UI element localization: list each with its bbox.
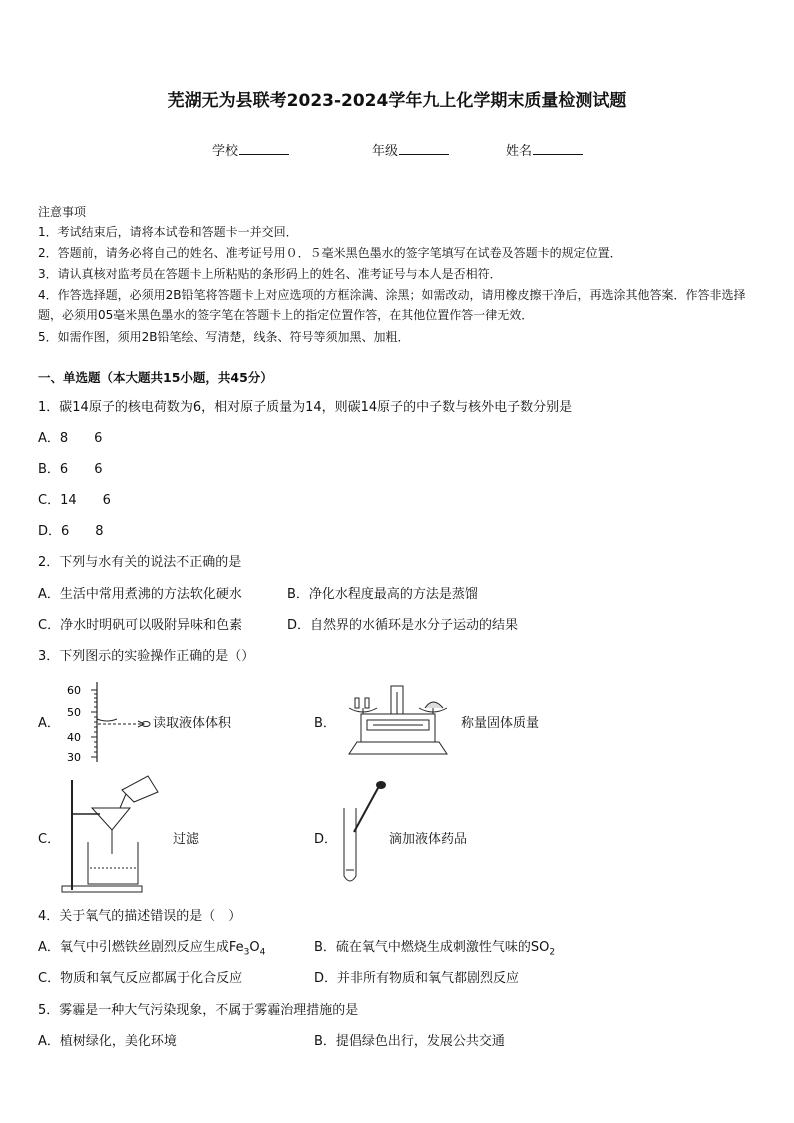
question-4-stem: 4．关于氧气的描述错误的是（ ）: [38, 909, 242, 924]
notice-item: 3．请认真核对监考员在答题卡上所粘贴的条形码上的姓名、准考证号与本人是否相符．: [38, 267, 502, 281]
balance-scale-figure: [343, 684, 453, 760]
q3-label-a: 读取液体体积: [153, 716, 232, 731]
grade-field: [372, 140, 449, 159]
q3-option-d-letter[interactable]: D．: [314, 832, 338, 847]
question-5-stem: 5．雾霾是一种大气污染现象，不属于雾霾治理措施的是: [38, 1003, 359, 1018]
tick-label: 30: [67, 751, 81, 764]
notice-item: 4．作答选择题，必须用2B铅笔将答题卡上对应选项的方框涂满、涂黑；如需改动，请用橡皮擦干净后，再选涂其他答案．作答非选择题，必须用05毫米黑色墨水的签字笔在答题卡上的指定位置作答，在其他位置作答一律无效．: [38, 288, 746, 322]
grade-blank[interactable]: [399, 142, 449, 155]
q2-option-a[interactable]: A．生活中常用煮沸的方法软化硬水: [38, 587, 242, 602]
q1-option-b[interactable]: B．6 6: [38, 462, 103, 477]
q2-option-b[interactable]: B．净化水程度最高的方法是蒸馏: [287, 587, 478, 602]
tick-label: 40: [67, 731, 81, 744]
filtration-figure: [60, 772, 160, 894]
question-1-stem: 1．碳14原子的核电荷数为6，相对原子质量为14，则碳14原子的中子数与核外电子数分别是: [38, 400, 573, 415]
tick-label: 50: [67, 706, 81, 719]
q1-option-d[interactable]: D．6 8: [38, 524, 104, 539]
q3-option-b-letter[interactable]: B．: [314, 716, 336, 731]
q3-option-c-letter[interactable]: C．: [38, 832, 61, 847]
name-label: 姓名: [506, 144, 533, 159]
q1-option-c[interactable]: C．14 6: [38, 493, 111, 508]
name-field: [506, 140, 583, 159]
subscript: 2: [549, 947, 556, 958]
q2-option-d[interactable]: D．自然界的水循环是水分子运动的结果: [287, 618, 519, 633]
notice-item: 2．答题前，请务必将自己的姓名、准考证号用０．５毫米黑色墨水的签字笔填写在试卷及答题卡的规定位置．: [38, 246, 622, 260]
dropper-tube-figure: [336, 780, 396, 890]
q4-option-c[interactable]: C．物质和氧气反应都属于化合反应: [38, 971, 243, 986]
q4-option-b[interactable]: [314, 936, 555, 958]
grade-label: 年级: [372, 144, 399, 159]
section-heading: 一、单选题（本大题共15小题，共45分）: [38, 370, 273, 385]
q4-option-a-text: A．氧气中引燃铁丝剧烈反应生成Fe: [38, 940, 244, 955]
q4-option-a[interactable]: [38, 936, 265, 958]
q1-option-a[interactable]: A．8 6: [38, 431, 103, 446]
q4-option-a-oxygen: O: [249, 940, 260, 955]
q5-option-a[interactable]: A．植树绿化，美化环境: [38, 1034, 177, 1049]
name-blank[interactable]: [533, 142, 583, 155]
q5-option-b[interactable]: B．提倡绿色出行，发展公共交通: [314, 1034, 505, 1049]
q3-option-a-letter[interactable]: A．: [38, 716, 60, 731]
school-blank[interactable]: [239, 142, 289, 155]
q3-label-d: 滴加液体药品: [389, 832, 468, 847]
page-title: 芜湖无为县联考2023-2024学年九上化学期末质量检测试题: [167, 91, 627, 111]
q2-option-c[interactable]: C．净水时明矾可以吸附异味和色素: [38, 618, 243, 633]
tick-label: 60: [67, 684, 81, 697]
question-3-stem: 3．下列图示的实验操作正确的是（）: [38, 649, 255, 664]
q3-label-c: 过滤: [173, 832, 200, 847]
q4-option-b-text: B．硫在氧气中燃烧生成刺激性气味的SO: [314, 940, 550, 955]
notice-heading: 注意事项: [38, 205, 87, 219]
subscript: 3: [243, 947, 250, 958]
school-field: [212, 140, 289, 159]
subscript: 4: [259, 947, 266, 958]
q4-option-d[interactable]: D．并非所有物质和氧气都剧烈反应: [314, 971, 520, 986]
notice-item: 1．考试结束后，请将本试卷和答题卡一并交回．: [38, 225, 298, 239]
school-label: 学校: [212, 144, 239, 159]
question-2-stem: 2．下列与水有关的说法不正确的是: [38, 555, 242, 570]
graduated-cylinder-figure: [62, 680, 152, 764]
q3-label-b: 称量固体质量: [461, 716, 540, 731]
notice-item: 5．如需作图，须用2B铅笔绘、写清楚，线条、符号等须加黑、加粗．: [38, 330, 410, 344]
